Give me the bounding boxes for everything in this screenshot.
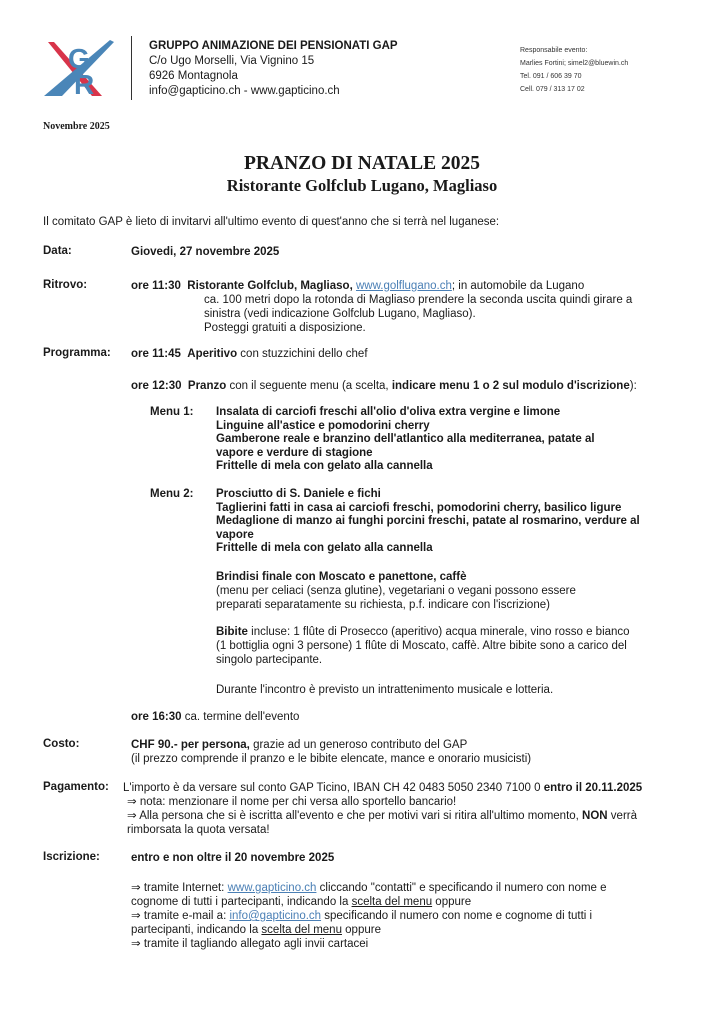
- aperitivo-time: ore 11:45: [131, 348, 181, 360]
- costo-label: Costo:: [43, 738, 80, 750]
- pranzo-line: [131, 379, 637, 393]
- iscrizione-label: Iscrizione:: [43, 851, 100, 863]
- arrow-icon: ⇒: [131, 910, 141, 922]
- svg-text:R: R: [74, 69, 95, 98]
- brindisi-text: Brindisi finale con Moscato e panettone, caffè: [216, 571, 467, 583]
- menu-2-label: Menu 2:: [150, 488, 194, 500]
- menu-item: Insalata di carciofi freschi all'olio d'oliva extra vergine e limone: [216, 406, 561, 418]
- method-paper: [131, 937, 607, 951]
- payment-note2c: rimborsata la quota versata!: [127, 824, 270, 836]
- data-label: Data:: [43, 245, 72, 257]
- costo-note: (il prezzo comprende il pranzo e le bibite elencate, mance e onorario musicisti): [131, 753, 532, 765]
- pagamento-notes: [127, 795, 637, 837]
- org-address-line1: C/o Ugo Morselli, Via Vignino 15: [149, 55, 315, 67]
- aperitivo-title: Aperitivo: [187, 348, 238, 360]
- arrow-icon: ⇒: [127, 810, 137, 822]
- gap-logo: [40, 36, 118, 98]
- payment-deadline: entro il 20.11.2025: [543, 782, 643, 794]
- gapticino-link[interactable]: www.gapticino.ch: [227, 882, 317, 894]
- pranzo-end: ):: [629, 380, 637, 392]
- web-post: cliccando "contatti" e specificando il numero con nome e: [316, 882, 607, 894]
- bibite-line3: singolo partecipante.: [216, 654, 323, 666]
- price: CHF 90.- per persona,: [131, 739, 250, 751]
- menu-choice: scelta del menu: [261, 924, 342, 936]
- org-address-line2: 6926 Montagnola: [149, 70, 238, 82]
- payment-non: NON: [582, 810, 608, 822]
- ritrovo-line1: [131, 279, 584, 293]
- contact-separator: -: [240, 85, 251, 97]
- menu-1-items: [216, 406, 595, 474]
- ritrovo-directions: [204, 293, 632, 335]
- iscrizione-methods: [131, 881, 607, 951]
- mail-post: specificando il numero con nome e cognome di tutti i: [321, 910, 593, 922]
- org-name: GRUPPO ANIMAZIONE DEI PENSIONATI GAP: [149, 40, 398, 52]
- programma-label: Programma:: [43, 347, 111, 359]
- responsible-info: [520, 44, 628, 96]
- pagamento-line1: [123, 781, 642, 795]
- method-email: [131, 909, 607, 923]
- arrow-icon: ⇒: [131, 882, 141, 894]
- web-line2: cognome di tutti i partecipanti, indicando la: [131, 896, 352, 908]
- menu-2-items: [216, 488, 640, 556]
- org-contact: [149, 84, 398, 99]
- responsible-name: Marlies Fortini; simel2@bluewin.ch: [520, 60, 629, 67]
- bibite-line2: (1 bottiglia ogni 3 persone) 1 flûte di Moscato, caffè. Altre bibite sono a carico del: [216, 640, 627, 652]
- ritrovo-time: ore 11:30: [131, 280, 181, 292]
- paper-text: tramite il tagliando allegato agli invii cartacei: [140, 938, 369, 950]
- menu-item: vapore: [216, 528, 254, 541]
- dietary-line2: preparati separatamente su richiesta, p.f. indicare con l'iscrizione): [216, 599, 550, 611]
- gap-logo-icon: [40, 36, 118, 98]
- arrow-icon: ⇒: [131, 938, 141, 950]
- aperitivo-desc: con stuzzichini dello chef: [237, 348, 368, 360]
- email-link[interactable]: info@gapticino.ch: [229, 910, 322, 922]
- pranzo-time: ore 12:30: [131, 380, 182, 392]
- costo-block: [131, 738, 531, 766]
- bibite-line1: incluse: 1 flûte di Prosecco (aperitivo) acqua minerale, vino rosso e bianco: [247, 626, 630, 638]
- event-date: Giovedi, 27 novembre 2025: [131, 246, 280, 258]
- payment-note1: nota: menzionare il nome per chi versa allo sportello bancario!: [136, 796, 457, 808]
- oppure: oppure: [341, 924, 381, 936]
- ritrovo-label: Ritrovo:: [43, 279, 88, 291]
- document-date: Novembre 2025: [43, 121, 110, 132]
- bibite-block: [216, 625, 630, 667]
- mail-line2: partecipanti, indicando la: [131, 924, 262, 936]
- org-email[interactable]: info@gapticino.ch: [149, 85, 241, 97]
- menu-item: Linguine all'astice e pomodorini cherry: [216, 419, 430, 432]
- entertainment-text: Durante l'incontro è previsto un intrattenimento musicale e lotteria.: [216, 684, 554, 696]
- menu-item: Medaglione di manzo ai funghi porcini freschi, patate al rosmarino, verdure al: [216, 515, 640, 527]
- payment-note2: Alla persona che si è iscritta all'evento e che per motivi vari si ritira all'ultimo momento,: [136, 810, 583, 822]
- responsible-cell: Cell. 079 / 313 17 02: [520, 86, 585, 93]
- svg-text:G: G: [68, 43, 90, 74]
- bibite-title: Bibite: [216, 626, 248, 638]
- oppure: oppure: [432, 896, 472, 908]
- aperitivo-line: [131, 347, 368, 361]
- menu-item: vapore e verdure di stagione: [216, 446, 373, 459]
- brindisi-block: [216, 570, 576, 612]
- ritrovo-after-link: ; in automobile da Lugano: [451, 280, 585, 292]
- menu-item: Prosciutto di S. Daniele e fichi: [216, 488, 381, 500]
- payment-text: L'importo è da versare sul conto GAP Ticino, IBAN CH 42 0483 5050 2340 7100 0: [123, 782, 544, 794]
- menu-choice: scelta del menu: [351, 896, 433, 908]
- pranzo-title: Pranzo: [187, 380, 227, 392]
- responsible-tel: Tel. 091 / 606 39 70: [520, 73, 582, 80]
- arrow-icon: ⇒: [127, 796, 137, 808]
- golflugano-link[interactable]: www.golflugano.ch: [355, 280, 452, 292]
- pranzo-note: indicare menu 1 o 2 sul modulo d'iscrizione: [391, 380, 630, 392]
- menu-item: Taglierini fatti in casa ai carciofi freschi, pomodorini cherry, basilico ligure: [216, 501, 622, 514]
- end-desc: ca. termine dell'evento: [181, 711, 300, 723]
- menu-item: Gamberone reale e branzino dell'atlantico alla mediterranea, patate al: [216, 433, 595, 445]
- pranzo-desc: con il seguente menu (a scelta,: [226, 380, 392, 392]
- ritrovo-line3: sinistra (vedi indicazione Golfclub Lugano, Magliaso).: [204, 308, 476, 320]
- org-website[interactable]: www.gapticino.ch: [250, 85, 340, 97]
- payment-note2b: verrà: [607, 810, 638, 822]
- end-line: [131, 710, 299, 724]
- iscrizione-deadline: entro e non oltre il 20 novembre 2025: [131, 852, 335, 864]
- org-info: [149, 39, 398, 99]
- page-subtitle: Ristorante Golfclub Lugano, Magliaso: [226, 176, 498, 195]
- intro-text: Il comitato GAP è lieto di invitarvi all'ultimo evento di quest'anno che si terrà nel luganese:: [43, 216, 500, 228]
- method-internet: [131, 881, 607, 895]
- menu-item: Frittelle di mela con gelato alla cannella: [216, 460, 433, 472]
- menu-item: Frittelle di mela con gelato alla cannella: [216, 542, 433, 554]
- costo-desc: grazie ad un generoso contributo del GAP: [249, 739, 468, 751]
- ritrovo-line4: Posteggi gratuiti a disposizione.: [204, 322, 366, 334]
- menu-1-label: Menu 1:: [150, 406, 194, 418]
- dietary-line1: (menu per celiaci (senza glutine), vegetariani o vegani possono essere: [216, 585, 576, 597]
- mail-pre: tramite e-mail a:: [140, 910, 230, 922]
- end-time: ore 16:30: [131, 711, 182, 723]
- pagamento-label: Pagamento:: [43, 781, 109, 793]
- ritrovo-line2: ca. 100 metri dopo la rotonda di Magliaso prendere la seconda uscita quindi girare a: [204, 294, 633, 306]
- header-divider: [131, 36, 132, 100]
- ritrovo-place: Ristorante Golfclub, Magliaso,: [187, 280, 353, 292]
- page-title: PRANZO DI NATALE 2025: [244, 153, 480, 174]
- web-pre: tramite Internet:: [140, 882, 228, 894]
- responsible-label: Responsabile evento:: [520, 47, 588, 54]
